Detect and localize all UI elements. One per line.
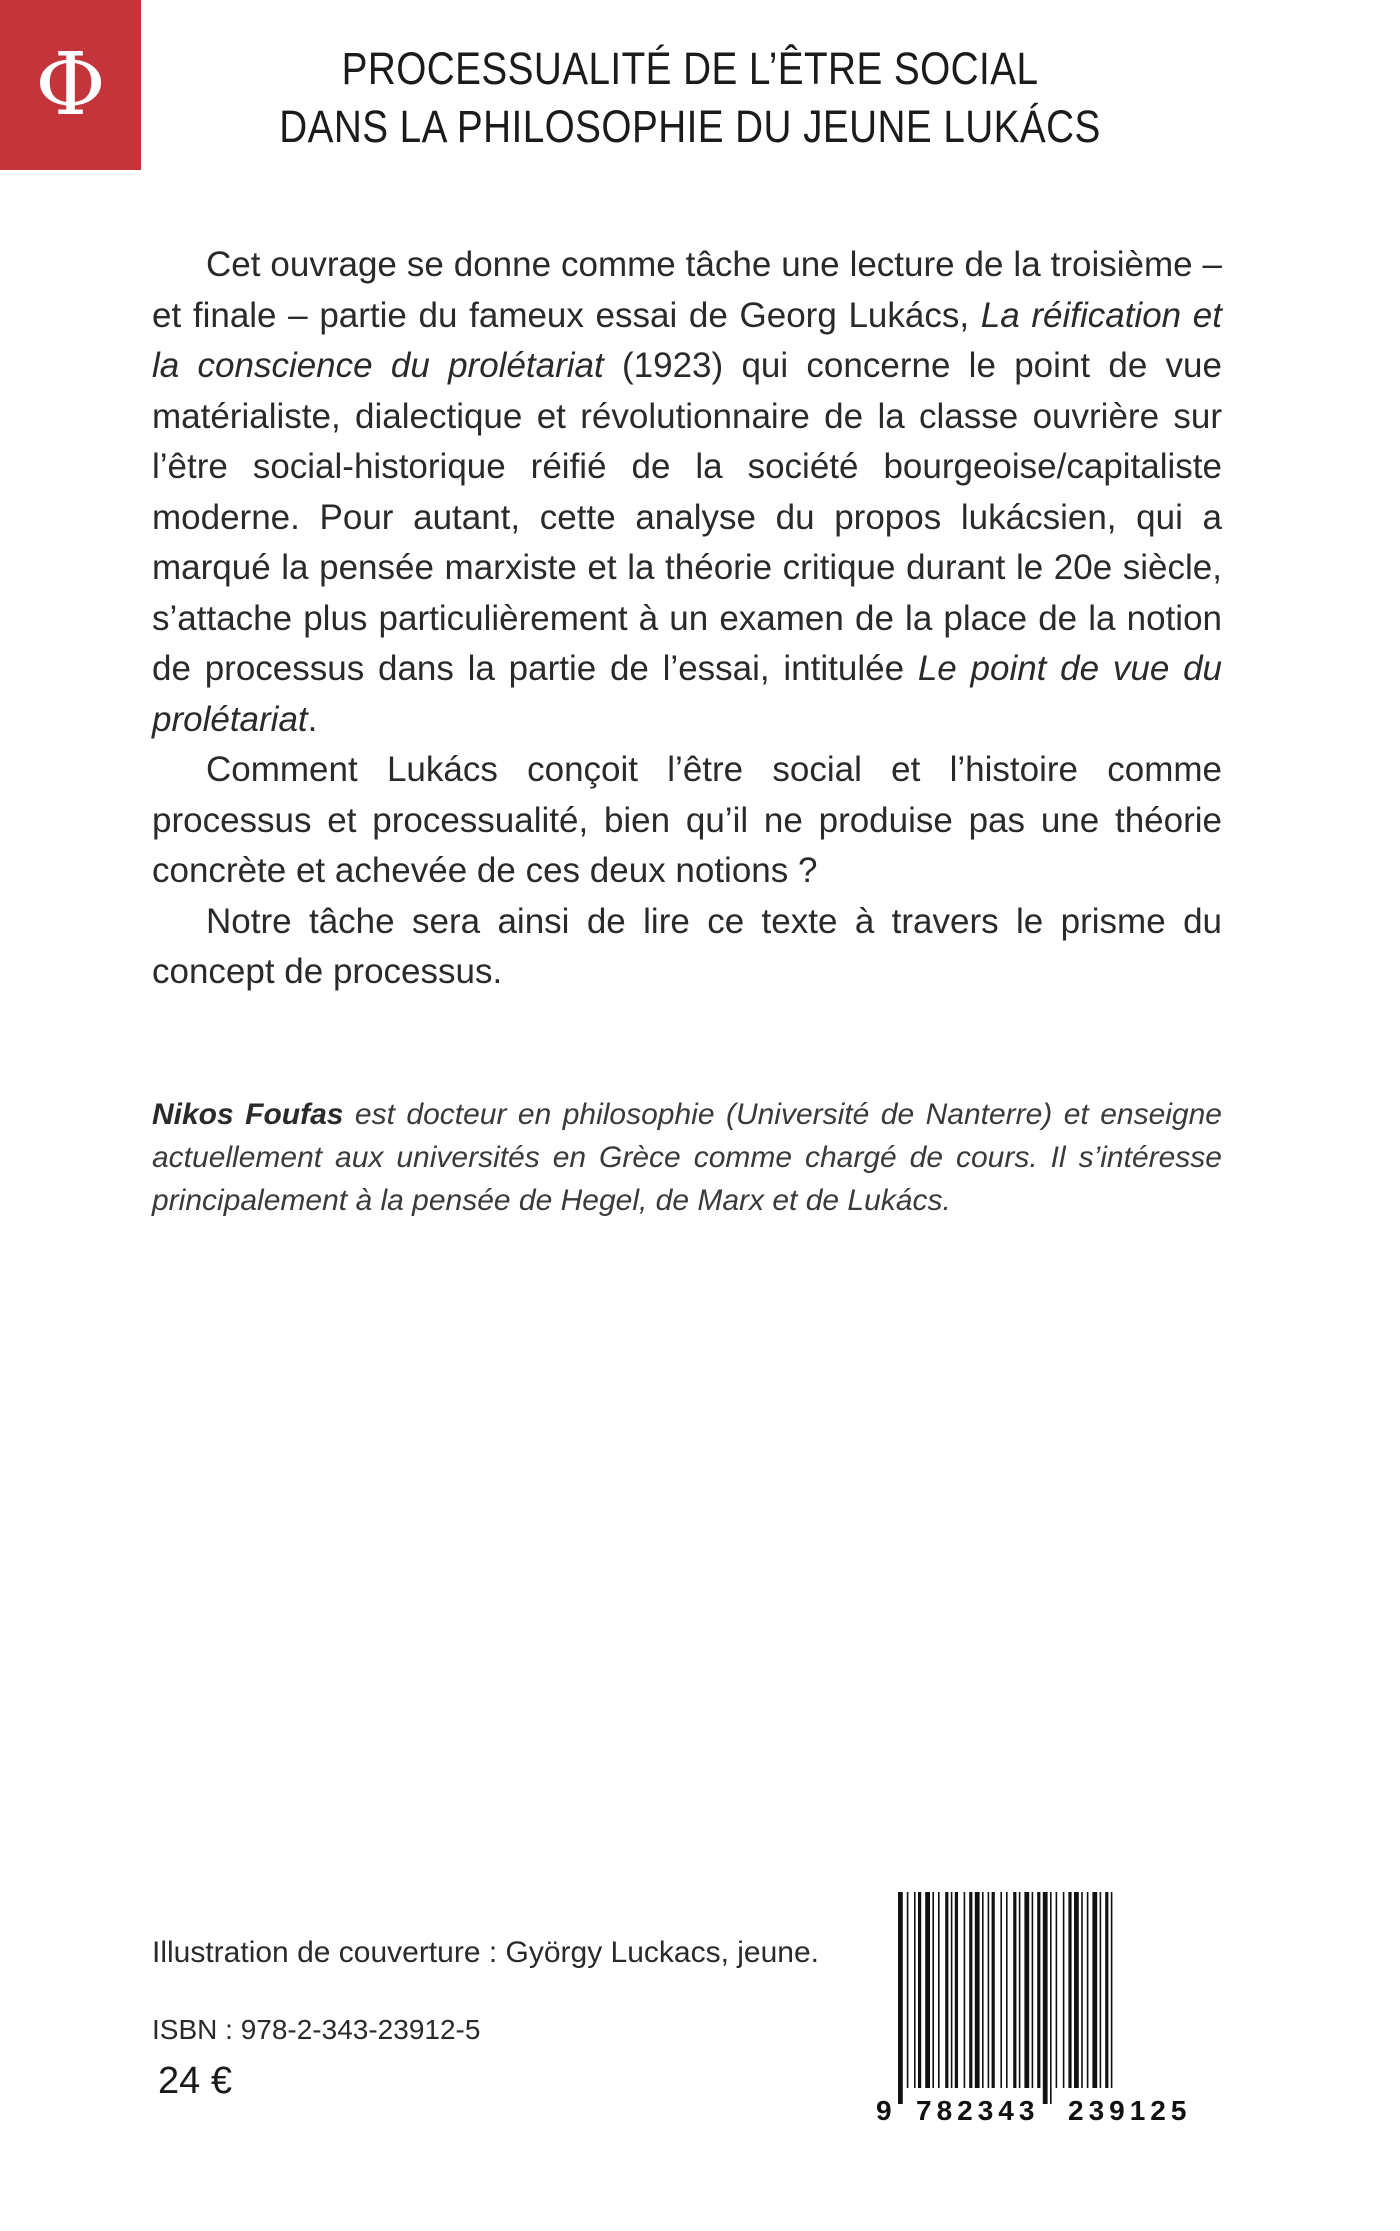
barcode [868,1892,1230,2128]
barcode-bar [1105,1892,1108,2088]
title-line-2: DANS LA PHILOSOPHIE DU JEUNE LUKÁCS [279,101,1101,152]
barcode-graphic [868,1892,1230,2128]
publisher-logo [0,0,141,170]
barcode-bar [925,1892,930,2088]
barcode-bar [1056,1892,1058,2088]
author-bio [152,1093,1222,1222]
barcode-bar [1087,1892,1089,2088]
barcode-bar [938,1892,940,2088]
cover-credit: Illustration de couverture : György Luckacs, jeune. [152,1936,820,1969]
barcode-bar [1000,1892,1002,2088]
isbn: ISBN : 978-2-343-23912-5 [152,2014,481,2045]
barcode-bar [964,1892,966,2088]
section-title: Le point de vue du prolétariat [152,649,1222,739]
book-summary [152,240,1222,998]
summary-text: Cet ouvrage se donne comme tâche une lecture de la troisième – et finale – partie du fameux essai de Georg Lukács, [152,245,1222,335]
barcode-bar [918,1892,921,2088]
barcode-bar [955,1892,958,2088]
barcode-bar [1032,1892,1034,2088]
barcode-bar [932,1892,934,2088]
barcode-bar [951,1892,953,2088]
barcode-bar [898,1892,903,2104]
barcode-bar [1019,1892,1021,2088]
phi-logo-icon: Φ [35,35,106,135]
barcode-bar [1050,1892,1052,2104]
summary-text: (1923) qui concerne le point de vue matérialiste, dialectique et révolutionnaire de la classe ouvrière sur l’être social-historique réifié de la société bourgeoise/capitaliste moderne. Pour autant, cette analyse du propos lukácsien, qui a marqué la pensée marxiste et la théorie critique durant le 20e siècle, s’attache plus particulièrement à un examen de la place de la notion de processus dans la partie de l’essai, intitulée [152,346,1222,688]
barcode-bar [1006,1892,1008,2088]
barcode-bar [914,1892,916,2088]
barcode-bar [969,1892,972,2088]
summary-paragraph-3: Notre tâche sera ainsi de lire ce texte à travers le prisme du concept de processus. [152,901,1222,991]
barcode-digit-prefix: 9 [876,2095,892,2126]
barcode-bar [1092,1892,1097,2088]
barcode-bar [1111,1892,1113,2088]
barcode-bar [1068,1892,1071,2088]
price: 24 € [158,2060,232,2102]
barcode-bar [988,1892,990,2088]
title-line-1: PROCESSUALITÉ DE L’ÊTRE SOCIAL [341,43,1039,94]
barcode-bar [975,1892,980,2088]
barcode-bar [1074,1892,1079,2088]
barcode-bar [992,1892,995,2088]
barcode-bar [1081,1892,1083,2088]
barcode-digits-left: 782343 [916,2095,1040,2126]
barcode-bar [1043,1892,1048,2104]
barcode-bar [1037,1892,1040,2088]
barcode-bar [1100,1892,1102,2088]
barcode-bar [1063,1892,1065,2088]
author-bio-text: est docteur en philosophie (Université de Nanterre) et enseigne actuellement aux universités en Grèce comme chargé de cours. Il s’intéresse principalement à la pensée de Hegel, de Marx et de Lukács. [152,1098,1222,1217]
author-name: Nikos Foufas [152,1098,344,1131]
book-title [234,40,1146,156]
summary-paragraph-1 [152,240,1222,745]
barcode-bar [945,1892,948,2088]
barcode-bar [1013,1892,1016,2088]
barcode-digits-right: 239125 [1068,2095,1192,2126]
barcode-bar [1024,1892,1029,2088]
essay-title: La réification et la conscience du prolétariat [152,295,1222,385]
summary-text: . [307,699,318,739]
summary-paragraph-2: Comment Lukács conçoit l’être social et l’histoire comme processus et processualité, bien qu’il ne produise pas une théorie concrète et achevée de ces deux notions ? [152,750,1222,890]
barcode-bar [907,1892,909,2088]
barcode-bar [982,1892,984,2088]
